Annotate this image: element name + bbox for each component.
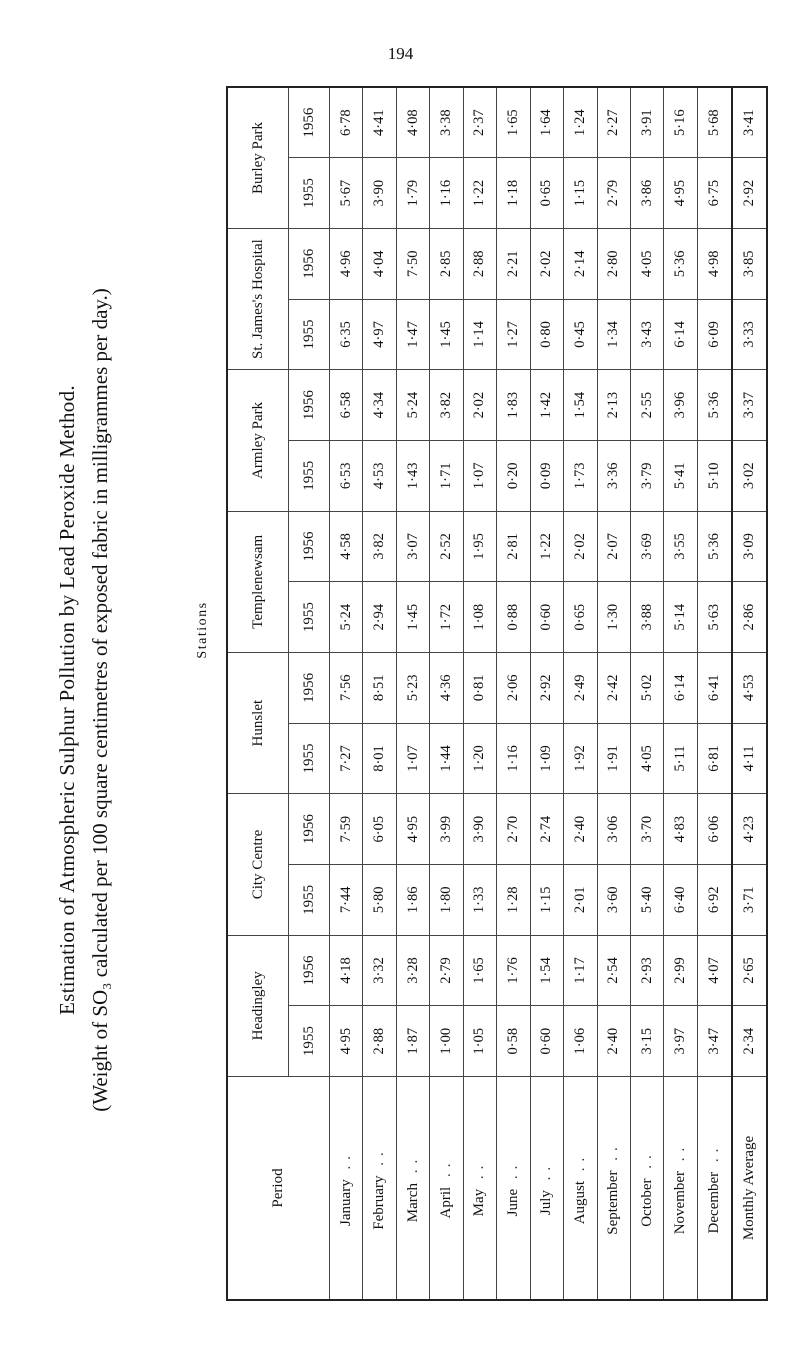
value-cell: 1·34 <box>597 299 630 370</box>
value-cell: 2·40 <box>597 1006 630 1077</box>
value-cell: 3·91 <box>630 87 663 158</box>
value-cell: 6·14 <box>664 652 697 723</box>
period-cell <box>597 1077 630 1301</box>
value-cell: 1·44 <box>430 723 463 794</box>
value-cell: 2·02 <box>564 511 597 582</box>
value-cell: 7·59 <box>330 794 363 865</box>
value-cell: 3·99 <box>430 794 463 865</box>
value-cell: 1·43 <box>396 440 429 511</box>
value-cell: 6·41 <box>697 652 731 723</box>
leader-dots: .. <box>404 1153 421 1184</box>
leader-dots: .. <box>504 1159 521 1189</box>
value-cell: 6·75 <box>697 158 731 229</box>
value-cell: 4·53 <box>363 440 396 511</box>
value-cell: 1·16 <box>497 723 530 794</box>
period-cell <box>564 1077 597 1301</box>
value-cell: 1·00 <box>430 1006 463 1077</box>
value-cell: 1·42 <box>530 370 563 441</box>
value-cell: 3·37 <box>732 370 767 441</box>
value-cell: 1·45 <box>396 582 429 653</box>
value-cell: 1·54 <box>564 370 597 441</box>
value-cell: 1·47 <box>396 299 429 370</box>
value-cell: 2·85 <box>430 228 463 299</box>
station-header: Burley Park <box>227 87 289 228</box>
value-cell: 2·49 <box>564 652 597 723</box>
value-cell: 5·68 <box>697 87 731 158</box>
value-cell: 2·88 <box>363 1006 396 1077</box>
period-label: December <box>705 1171 722 1234</box>
value-cell: 2·34 <box>732 1006 767 1077</box>
value-cell: 2·80 <box>597 228 630 299</box>
value-cell: 0·88 <box>497 582 530 653</box>
value-cell: 1·64 <box>530 87 563 158</box>
value-cell: 5·36 <box>697 370 731 441</box>
value-cell: 3·33 <box>732 299 767 370</box>
value-cell: 4·04 <box>363 228 396 299</box>
value-cell: 5·16 <box>664 87 697 158</box>
value-cell: 1·33 <box>463 864 496 935</box>
value-cell: 7·50 <box>396 228 429 299</box>
value-cell: 0·60 <box>530 1006 563 1077</box>
value-cell: 2·88 <box>463 228 496 299</box>
value-cell: 4·41 <box>363 87 396 158</box>
period-label: September <box>605 1170 622 1235</box>
page-number: 194 <box>387 44 414 63</box>
value-cell: 2·40 <box>564 794 597 865</box>
table-row <box>363 87 396 1300</box>
value-cell: 2·65 <box>732 935 767 1006</box>
table-container <box>226 86 768 1301</box>
value-cell: 5·10 <box>697 440 731 511</box>
value-cell: 1·20 <box>463 723 496 794</box>
value-cell: 2·21 <box>497 228 530 299</box>
value-cell: 7·44 <box>330 864 363 935</box>
leader-dots: .. <box>471 1159 488 1189</box>
year-header: 1955 <box>289 1006 330 1077</box>
value-cell: 1·83 <box>497 370 530 441</box>
value-cell: 6·06 <box>697 794 731 865</box>
value-cell: 6·35 <box>330 299 363 370</box>
sulphur-pollution-table <box>226 86 768 1301</box>
value-cell: 4·96 <box>330 228 363 299</box>
value-cell: 2·13 <box>597 370 630 441</box>
year-header: 1956 <box>289 370 330 441</box>
value-cell: 3·15 <box>630 1006 663 1077</box>
value-cell: 3·82 <box>363 511 396 582</box>
year-header: 1956 <box>289 935 330 1006</box>
value-cell: 1·87 <box>396 1006 429 1077</box>
value-cell: 4·36 <box>430 652 463 723</box>
value-cell: 3·82 <box>430 370 463 441</box>
value-cell: 1·72 <box>430 582 463 653</box>
value-cell: 3·32 <box>363 935 396 1006</box>
value-cell: 3·69 <box>630 511 663 582</box>
value-cell: 3·86 <box>630 158 663 229</box>
value-cell: 1·65 <box>497 87 530 158</box>
value-cell: 0·58 <box>497 1006 530 1077</box>
table-row <box>564 87 597 1300</box>
leader-dots: .. <box>605 1141 622 1171</box>
value-cell: 1·80 <box>430 864 463 935</box>
value-cell: 2·92 <box>530 652 563 723</box>
leader-dots: .. <box>571 1151 588 1181</box>
value-cell: 7·27 <box>330 723 363 794</box>
period-cell <box>396 1077 429 1301</box>
table-row <box>463 87 496 1300</box>
value-cell: 3·47 <box>697 1006 731 1077</box>
value-cell: 3·60 <box>597 864 630 935</box>
period-cell <box>463 1077 496 1301</box>
value-cell: 3·96 <box>664 370 697 441</box>
value-cell: 5·67 <box>330 158 363 229</box>
station-header: Armley Park <box>227 370 289 511</box>
value-cell: 4·83 <box>664 794 697 865</box>
value-cell: 5·36 <box>697 511 731 582</box>
value-cell: 1·86 <box>396 864 429 935</box>
value-cell: 2·55 <box>630 370 663 441</box>
year-header: 1956 <box>289 794 330 865</box>
value-cell: 4·98 <box>697 228 731 299</box>
year-header: 1956 <box>289 511 330 582</box>
value-cell: 3·06 <box>597 794 630 865</box>
value-cell: 2·02 <box>530 228 563 299</box>
value-cell: 1·15 <box>530 864 563 935</box>
year-header: 1956 <box>289 87 330 158</box>
period-label: Monthly Average <box>740 1135 757 1241</box>
station-header: Headingley <box>227 935 289 1076</box>
value-cell: 3·90 <box>363 158 396 229</box>
period-label: April <box>438 1186 455 1219</box>
year-header: 1955 <box>289 864 330 935</box>
value-cell: 2·79 <box>430 935 463 1006</box>
value-cell: 2·54 <box>597 935 630 1006</box>
value-cell: 3·43 <box>630 299 663 370</box>
value-cell: 3·28 <box>396 935 429 1006</box>
year-header: 1955 <box>289 299 330 370</box>
value-cell: 4·23 <box>732 794 767 865</box>
leader-dots: .. <box>705 1142 722 1172</box>
leader-dots: .. <box>638 1149 655 1179</box>
value-cell: 3·07 <box>396 511 429 582</box>
value-cell: 3·38 <box>430 87 463 158</box>
table-row <box>664 87 697 1300</box>
value-cell: 4·95 <box>664 158 697 229</box>
value-cell: 1·22 <box>530 511 563 582</box>
period-cell <box>530 1077 563 1301</box>
value-cell: 3·90 <box>463 794 496 865</box>
station-header: Templenewsam <box>227 511 289 652</box>
value-cell: 2·07 <box>597 511 630 582</box>
value-cell: 5·23 <box>396 652 429 723</box>
period-cell <box>664 1077 697 1301</box>
value-cell: 4·95 <box>330 1006 363 1077</box>
value-cell: 4·53 <box>732 652 767 723</box>
value-cell: 4·58 <box>330 511 363 582</box>
value-cell: 8·51 <box>363 652 396 723</box>
value-cell: 1·14 <box>463 299 496 370</box>
period-label: January <box>337 1179 354 1226</box>
value-cell: 2·93 <box>630 935 663 1006</box>
value-cell: 1·07 <box>463 440 496 511</box>
value-cell: 1·17 <box>564 935 597 1006</box>
value-cell: 4·08 <box>396 87 429 158</box>
value-cell: 6·78 <box>330 87 363 158</box>
table-row <box>330 87 363 1300</box>
value-cell: 5·24 <box>330 582 363 653</box>
value-cell: 1·07 <box>396 723 429 794</box>
value-cell: 1·06 <box>564 1006 597 1077</box>
value-cell: 1·15 <box>564 158 597 229</box>
value-cell: 6·14 <box>664 299 697 370</box>
table-row <box>530 87 563 1300</box>
value-cell: 1·16 <box>430 158 463 229</box>
value-cell: 2·70 <box>497 794 530 865</box>
period-cell <box>430 1077 463 1301</box>
value-cell: 1·45 <box>430 299 463 370</box>
page-title: Estimation of Atmospheric Sulphur Pollution by Lead Peroxide Method. <box>55 385 79 1015</box>
value-cell: 0·81 <box>463 652 496 723</box>
value-cell: 0·80 <box>530 299 563 370</box>
value-cell: 3·97 <box>664 1006 697 1077</box>
year-header: 1956 <box>289 652 330 723</box>
period-cell <box>697 1077 731 1301</box>
value-cell: 7·56 <box>330 652 363 723</box>
year-header: 1955 <box>289 440 330 511</box>
year-header: 1955 <box>289 158 330 229</box>
value-cell: 8·01 <box>363 723 396 794</box>
value-cell: 2·14 <box>564 228 597 299</box>
period-cell <box>630 1077 663 1301</box>
value-cell: 3·70 <box>630 794 663 865</box>
value-cell: 5·24 <box>396 370 429 441</box>
value-cell: 4·18 <box>330 935 363 1006</box>
value-cell: 5·41 <box>664 440 697 511</box>
value-cell: 5·40 <box>630 864 663 935</box>
value-cell: 2·99 <box>664 935 697 1006</box>
value-cell: 1·08 <box>463 582 496 653</box>
value-cell: 2·86 <box>732 582 767 653</box>
value-cell: 5·63 <box>697 582 731 653</box>
year-header: 1955 <box>289 582 330 653</box>
leader-dots: .. <box>371 1146 388 1176</box>
value-cell: 0·65 <box>530 158 563 229</box>
value-cell: 1·76 <box>497 935 530 1006</box>
value-cell: 2·37 <box>463 87 496 158</box>
table-row <box>497 87 530 1300</box>
value-cell: 4·05 <box>630 228 663 299</box>
table-row <box>697 87 731 1300</box>
value-cell: 0·65 <box>564 582 597 653</box>
value-cell: 1·28 <box>497 864 530 935</box>
value-cell: 6·58 <box>330 370 363 441</box>
table-row <box>396 87 429 1300</box>
value-cell: 2·01 <box>564 864 597 935</box>
value-cell: 1·18 <box>497 158 530 229</box>
value-cell: 6·53 <box>330 440 363 511</box>
page-subtitle: (Weight of SO₃ calculated per 100 square centimetres of exposed fabric in milligrammes per day.) <box>88 288 112 1112</box>
leader-dots: .. <box>672 1141 689 1171</box>
period-header: Period <box>227 1077 330 1301</box>
period-label: July <box>538 1190 555 1216</box>
value-cell: 2·94 <box>363 582 396 653</box>
leader-dots: .. <box>337 1150 354 1180</box>
value-cell: 6·05 <box>363 794 396 865</box>
value-cell: 2·52 <box>430 511 463 582</box>
value-cell: 3·88 <box>630 582 663 653</box>
value-cell: 4·34 <box>363 370 396 441</box>
value-cell: 2·74 <box>530 794 563 865</box>
value-cell: 5·02 <box>630 652 663 723</box>
value-cell: 4·97 <box>363 299 396 370</box>
period-label: May <box>471 1188 488 1217</box>
value-cell: 0·45 <box>564 299 597 370</box>
leader-dots: .. <box>438 1157 455 1187</box>
value-cell: 3·36 <box>597 440 630 511</box>
value-cell: 1·22 <box>463 158 496 229</box>
value-cell: 2·27 <box>597 87 630 158</box>
value-cell: 3·79 <box>630 440 663 511</box>
leader-dots: .. <box>538 1160 555 1191</box>
table-row <box>630 87 663 1300</box>
value-cell: 2·06 <box>497 652 530 723</box>
value-cell: 6·40 <box>664 864 697 935</box>
value-cell: 1·09 <box>530 723 563 794</box>
value-cell: 6·92 <box>697 864 731 935</box>
period-label: February <box>371 1175 388 1230</box>
year-header: 1956 <box>289 228 330 299</box>
value-cell: 2·79 <box>597 158 630 229</box>
value-cell: 4·11 <box>732 723 767 794</box>
value-cell: 4·95 <box>396 794 429 865</box>
period-label: October <box>638 1178 655 1227</box>
value-cell: 2·92 <box>732 158 767 229</box>
value-cell: 1·05 <box>463 1006 496 1077</box>
value-cell: 5·14 <box>664 582 697 653</box>
value-cell: 1·73 <box>564 440 597 511</box>
value-cell: 1·27 <box>497 299 530 370</box>
value-cell: 4·07 <box>697 935 731 1006</box>
value-cell: 0·60 <box>530 582 563 653</box>
value-cell: 1·24 <box>564 87 597 158</box>
station-header: Hunslet <box>227 652 289 793</box>
value-cell: 3·85 <box>732 228 767 299</box>
period-label: August <box>571 1180 588 1225</box>
value-cell: 2·02 <box>463 370 496 441</box>
period-label: June <box>504 1188 521 1217</box>
value-cell: 1·71 <box>430 440 463 511</box>
period-cell <box>732 1077 767 1301</box>
value-cell: 1·54 <box>530 935 563 1006</box>
value-cell: 5·36 <box>664 228 697 299</box>
value-cell: 5·80 <box>363 864 396 935</box>
value-cell: 3·55 <box>664 511 697 582</box>
station-header: City Centre <box>227 794 289 935</box>
value-cell: 3·71 <box>732 864 767 935</box>
value-cell: 6·09 <box>697 299 731 370</box>
table-row <box>732 87 767 1300</box>
value-cell: 1·30 <box>597 582 630 653</box>
value-cell: 4·05 <box>630 723 663 794</box>
value-cell: 1·91 <box>597 723 630 794</box>
stations-heading: Stations <box>195 601 210 659</box>
value-cell: 2·42 <box>597 652 630 723</box>
value-cell: 5·11 <box>664 723 697 794</box>
title-block <box>55 80 155 1320</box>
table-row <box>597 87 630 1300</box>
period-label: March <box>404 1183 421 1223</box>
period-cell <box>497 1077 530 1301</box>
value-cell: 3·09 <box>732 511 767 582</box>
value-cell: 1·79 <box>396 158 429 229</box>
station-header: St. James's Hospital <box>227 228 289 369</box>
value-cell: 0·09 <box>530 440 563 511</box>
value-cell: 1·95 <box>463 511 496 582</box>
value-cell: 1·65 <box>463 935 496 1006</box>
table-row <box>430 87 463 1300</box>
value-cell: 0·20 <box>497 440 530 511</box>
year-header: 1955 <box>289 723 330 794</box>
value-cell: 3·02 <box>732 440 767 511</box>
value-cell: 2·81 <box>497 511 530 582</box>
value-cell: 3·41 <box>732 87 767 158</box>
value-cell: 1·92 <box>564 723 597 794</box>
period-cell <box>363 1077 396 1301</box>
value-cell: 6·81 <box>697 723 731 794</box>
period-label: November <box>672 1170 689 1235</box>
period-cell <box>330 1077 363 1301</box>
